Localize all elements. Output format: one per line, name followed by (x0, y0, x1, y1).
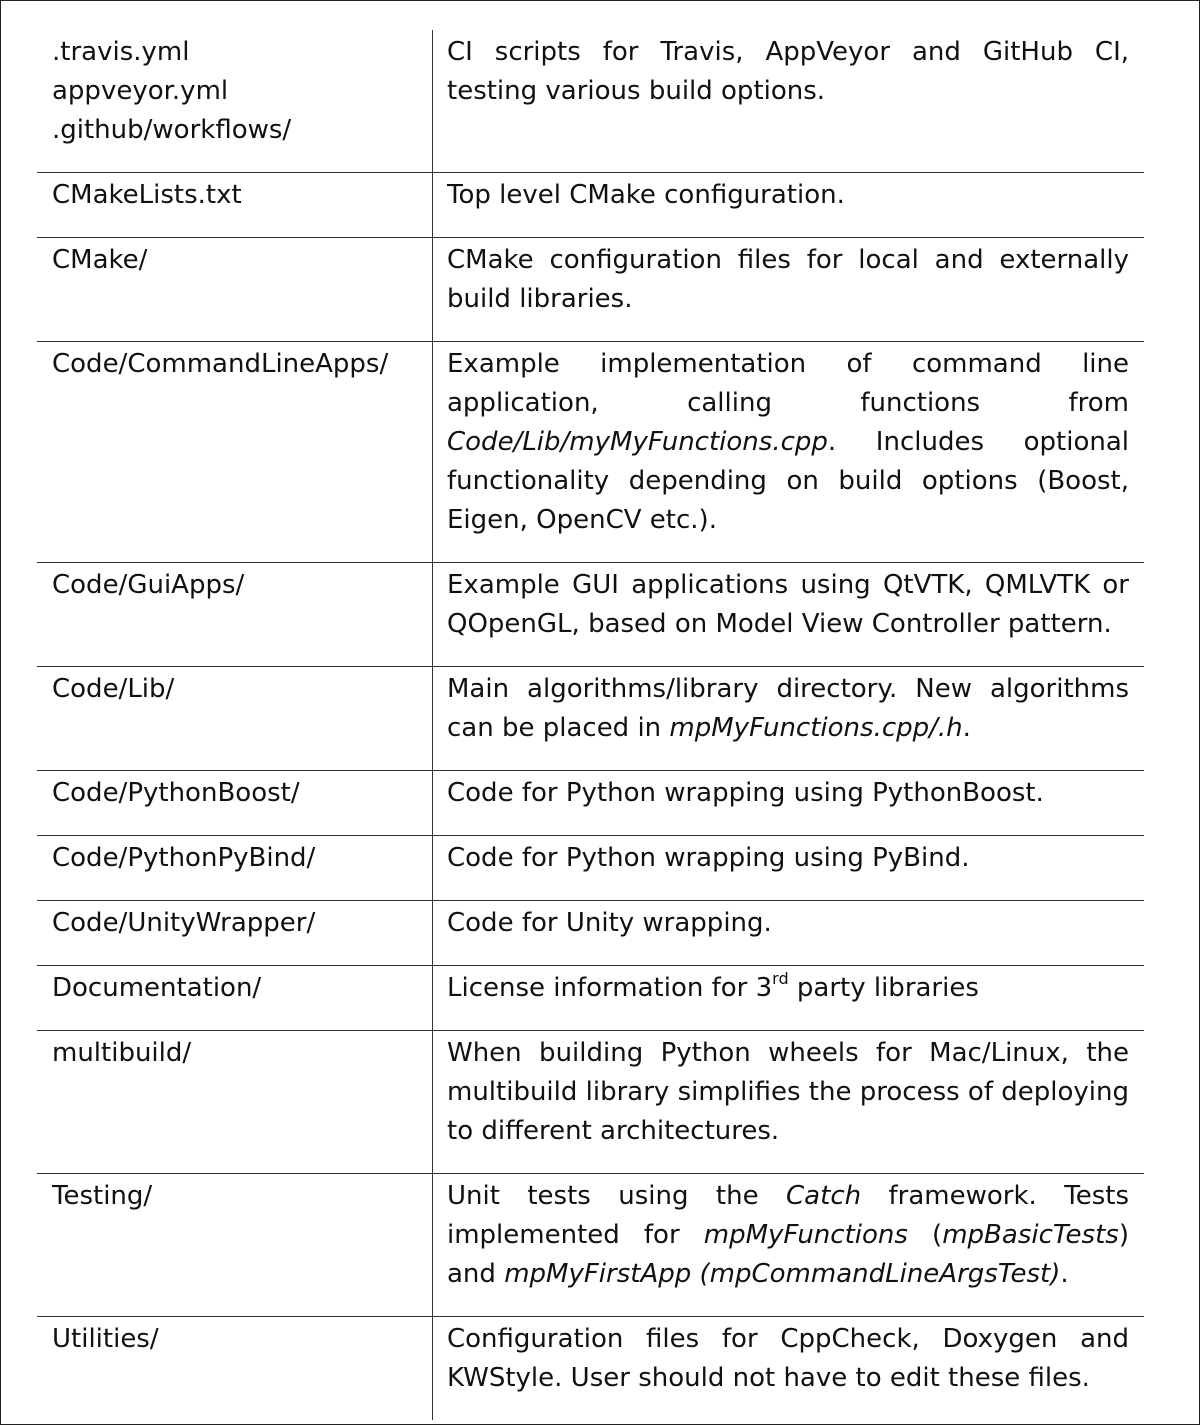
description-text: Example GUI applications using QtVTK, QMLVTK or QOpenGL, based on Model View Controller pattern. (447, 570, 1129, 639)
table-row (37, 238, 1144, 342)
description-cell (433, 836, 1144, 900)
description-cell (433, 966, 1144, 1030)
path-cell: Code/UnityWrapper/ (37, 901, 433, 965)
path-cell: multibuild/ (37, 1031, 433, 1173)
table-row (37, 30, 1144, 173)
description-text: mpMyFunctions (703, 1220, 908, 1250)
description-text: . Includes optional functionality depending on build options (Boost, Eigen, OpenCV etc.). (447, 427, 1129, 535)
path-cell: Code/CommandLineApps/ (37, 342, 433, 562)
path-cell: CMakeLists.txt (37, 173, 433, 237)
description-text: Example implementation of command line application, calling functions from (447, 349, 1129, 418)
path-cell: Code/PythonBoost/ (37, 771, 433, 835)
description-cell (433, 1031, 1144, 1173)
description-text: When building Python wheels for Mac/Linux, the multibuild library simplifies the process of deploying to different architectures. (447, 1038, 1129, 1146)
directory-table (37, 30, 1144, 1420)
description-text: License information for 3 (447, 973, 773, 1003)
table-row (37, 1317, 1144, 1420)
description-text: CMake configuration files for local and externally build libraries. (447, 245, 1129, 314)
table-row (37, 901, 1144, 966)
description-text: mpMyFirstApp (mpCommandLineArgsTest) (504, 1259, 1061, 1289)
description-text: rd (772, 969, 789, 988)
description-cell (433, 901, 1144, 965)
path-cell: Testing/ (37, 1174, 433, 1316)
description-text: Code/Lib/myMyFunctions.cpp (447, 427, 828, 457)
description-cell (433, 563, 1144, 666)
table-row (37, 1174, 1144, 1317)
description-cell (433, 30, 1144, 172)
path-cell: Utilities/ (37, 1317, 433, 1420)
description-text: Catch (786, 1181, 862, 1211)
path-cell: Code/GuiApps/ (37, 563, 433, 666)
description-text: Main algorithms/library directory. New algorithms can be placed in (447, 674, 1129, 743)
path-cell: CMake/ (37, 238, 433, 341)
table-row (37, 966, 1144, 1031)
description-cell (433, 238, 1144, 341)
description-text: party libraries (788, 973, 979, 1003)
path-cell: .travis.yml appveyor.yml .github/workflows/ (37, 30, 433, 172)
path-cell: Code/PythonPyBind/ (37, 836, 433, 900)
table-row (37, 173, 1144, 238)
description-text: mpMyFunctions.cpp/.h (669, 713, 963, 743)
description-text: Unit tests using the (447, 1181, 787, 1211)
description-text: Code for Python wrapping using PythonBoost. (447, 778, 1044, 808)
description-text: Code for Unity wrapping. (447, 908, 772, 938)
description-cell (433, 342, 1144, 562)
path-cell: Documentation/ (37, 966, 433, 1030)
table-row (37, 342, 1144, 563)
description-text: ( (907, 1220, 943, 1250)
description-cell (433, 1317, 1144, 1420)
path-cell: Code/Lib/ (37, 667, 433, 770)
description-text: framework. Tests implemented for (447, 1181, 1129, 1250)
table-row (37, 563, 1144, 667)
description-text: Code for Python wrapping using PyBind. (447, 843, 970, 873)
description-text: CI scripts for Travis, AppVeyor and GitHub CI, testing various build options. (447, 37, 1129, 106)
table-row (37, 1031, 1144, 1174)
description-cell (433, 173, 1144, 237)
description-cell (433, 1174, 1144, 1316)
table-row (37, 771, 1144, 836)
description-text: mpBasicTests (942, 1220, 1119, 1250)
description-text: . (1060, 1259, 1069, 1289)
description-text: Configuration files for CppCheck, Doxygen and KWStyle. User should not have to edit these files. (447, 1324, 1129, 1393)
description-text: ) and (447, 1220, 1129, 1289)
description-cell (433, 771, 1144, 835)
description-text: . (962, 713, 971, 743)
description-text: Top level CMake configuration. (447, 180, 845, 210)
description-cell (433, 667, 1144, 770)
table-row (37, 836, 1144, 901)
table-row (37, 667, 1144, 771)
